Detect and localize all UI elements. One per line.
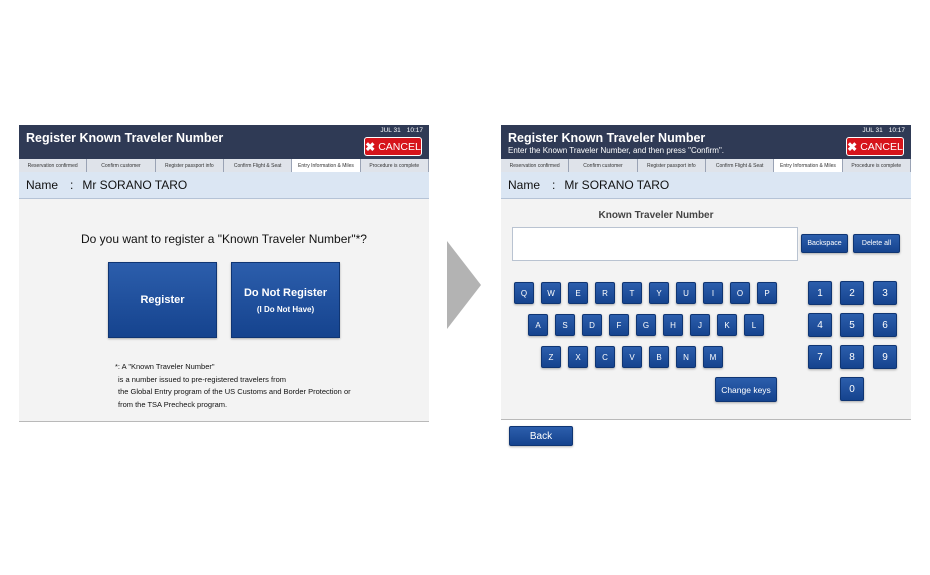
do-not-register-label: Do Not Register <box>243 286 328 299</box>
footnote <box>115 361 351 411</box>
key-t[interactable]: T <box>622 282 642 304</box>
num-key-1[interactable]: 1 <box>808 281 832 305</box>
footnote-line: *: A "Known Traveler Number" <box>115 362 215 371</box>
step-reservation-confirmed: Reservation confirmed <box>19 159 86 172</box>
next-arrow-icon <box>447 241 481 329</box>
name-colon: : <box>552 178 556 192</box>
key-q[interactable]: Q <box>514 282 534 304</box>
step-register-passport-info: Register passport info <box>638 159 705 172</box>
step-confirm-customer: Confirm customer <box>87 159 154 172</box>
step-entry-information-miles: Entry Information & Miles <box>292 159 359 172</box>
cancel-button[interactable] <box>364 137 422 156</box>
num-key-9[interactable]: 9 <box>873 345 897 369</box>
num-key-4[interactable]: 4 <box>808 313 832 337</box>
step-register-passport-info: Register passport info <box>156 159 223 172</box>
num-key-7[interactable]: 7 <box>808 345 832 369</box>
key-e[interactable]: E <box>568 282 588 304</box>
key-s[interactable]: S <box>555 314 575 336</box>
step-reservation-confirmed: Reservation confirmed <box>501 159 568 172</box>
progress-steps <box>19 159 429 172</box>
footnote-line: is a number issued to pre-registered travelers from <box>118 374 286 384</box>
key-h[interactable]: H <box>663 314 683 336</box>
header-bar <box>19 125 429 159</box>
key-i[interactable]: I <box>703 282 723 304</box>
register-label: Register <box>140 294 185 306</box>
time: 10:17 <box>888 127 905 134</box>
register-ktn-screen-left <box>19 125 429 422</box>
key-r[interactable]: R <box>595 282 615 304</box>
footnote-line: from the TSA Precheck program. <box>118 399 228 409</box>
register-question: Do you want to register a "Known Traveler Number"*? <box>81 232 367 246</box>
step-confirm-flight-seat: Confirm Flight & Seat <box>706 159 773 172</box>
progress-steps <box>501 159 911 172</box>
cancel-label: CANCEL <box>860 140 903 153</box>
delete-all-button[interactable]: Delete all <box>853 234 900 253</box>
num-key-5[interactable]: 5 <box>840 313 864 337</box>
step-procedure-complete: Procedure is complete <box>361 159 428 172</box>
name-value: Mr SORANO TARO <box>82 178 188 192</box>
num-key-6[interactable]: 6 <box>873 313 897 337</box>
register-ktn-screen-right <box>501 125 911 420</box>
backspace-button[interactable]: Backspace <box>801 234 848 253</box>
name-label: Name <box>508 178 541 192</box>
key-p[interactable]: P <box>757 282 777 304</box>
date: JUL 31 <box>862 127 883 134</box>
key-a[interactable]: A <box>528 314 548 336</box>
name-value: Mr SORANO TARO <box>564 178 670 192</box>
name-colon: : <box>70 178 74 192</box>
key-x[interactable]: X <box>568 346 588 368</box>
num-key-8[interactable]: 8 <box>840 345 864 369</box>
num-key-0[interactable]: 0 <box>840 377 864 401</box>
key-w[interactable]: W <box>541 282 561 304</box>
key-j[interactable]: J <box>690 314 710 336</box>
page-title: Register Known Traveler Number <box>26 131 224 145</box>
page-title: Register Known Traveler Number <box>508 131 706 145</box>
key-d[interactable]: D <box>582 314 602 336</box>
close-icon: ✖ <box>365 139 376 154</box>
cancel-button[interactable] <box>846 137 904 156</box>
register-button[interactable] <box>108 262 217 338</box>
key-m[interactable]: M <box>703 346 723 368</box>
key-o[interactable]: O <box>730 282 750 304</box>
key-k[interactable]: K <box>717 314 737 336</box>
back-button[interactable]: Back <box>509 426 573 446</box>
instruction-text: Enter the Known Traveler Number, and then press "Confirm". <box>508 146 725 155</box>
do-not-register-sub: (I Do Not Have) <box>256 304 315 314</box>
step-confirm-flight-seat: Confirm Flight & Seat <box>224 159 291 172</box>
key-v[interactable]: V <box>622 346 642 368</box>
num-key-3[interactable]: 3 <box>873 281 897 305</box>
key-b[interactable]: B <box>649 346 669 368</box>
key-n[interactable]: N <box>676 346 696 368</box>
cancel-label: CANCEL <box>378 140 421 153</box>
name-label: Name <box>26 178 59 192</box>
datetime <box>374 127 423 134</box>
time: 10:17 <box>406 127 423 134</box>
key-l[interactable]: L <box>744 314 764 336</box>
key-f[interactable]: F <box>609 314 629 336</box>
do-not-register-button[interactable] <box>231 262 340 338</box>
ktn-field-label: Known Traveler Number <box>598 210 714 221</box>
change-keys-button[interactable]: Change keys <box>715 377 777 402</box>
header-bar <box>501 125 911 159</box>
footnote-line: the Global Entry program of the US Customs and Border Protection or <box>118 387 351 396</box>
close-icon: ✖ <box>847 139 858 154</box>
date: JUL 31 <box>380 127 401 134</box>
step-procedure-complete: Procedure is complete <box>843 159 910 172</box>
num-key-2[interactable]: 2 <box>840 281 864 305</box>
key-z[interactable]: Z <box>541 346 561 368</box>
name-bar <box>19 172 429 199</box>
name-bar <box>501 172 911 199</box>
step-entry-information-miles: Entry Information & Miles <box>774 159 841 172</box>
key-u[interactable]: U <box>676 282 696 304</box>
datetime <box>856 127 905 134</box>
step-confirm-customer: Confirm customer <box>569 159 636 172</box>
key-y[interactable]: Y <box>649 282 669 304</box>
ktn-input[interactable] <box>512 227 798 261</box>
key-g[interactable]: G <box>636 314 656 336</box>
key-c[interactable]: C <box>595 346 615 368</box>
